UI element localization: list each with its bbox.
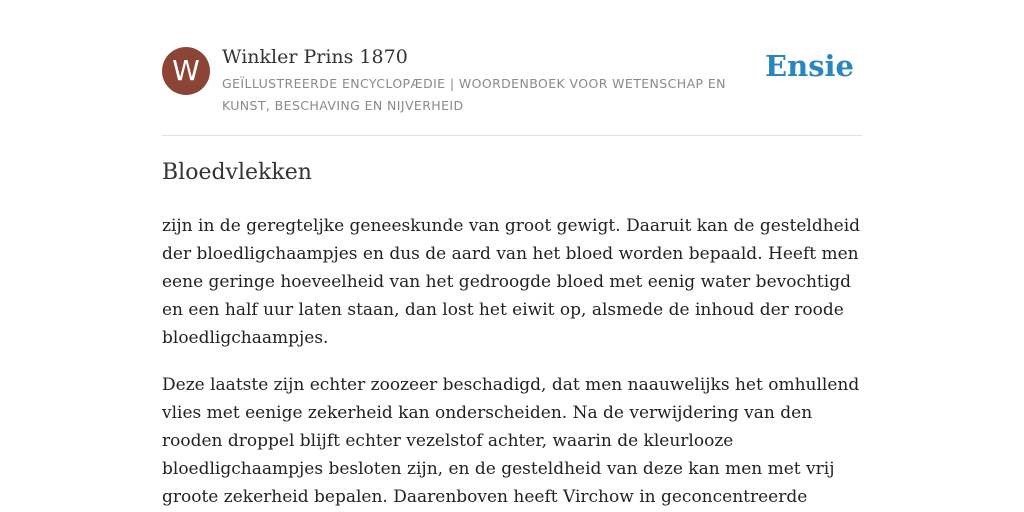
article-body [162, 212, 862, 512]
article-paragraph: Deze laatste zijn echter zoozeer beschadigd, dat men naauwelijks het omhullend vlies met eenige zekerheid kan onderscheiden. Na de verwijdering van den rooden droppel blijft echter vezelstof achter, waarin de kleurlooze bloedligchaampjes besloten zijn, en de gesteldheid van deze kan men met vrij groote zekerheid bepalen. Daarenboven heeft Virchow in geconcentreerde [162, 375, 860, 507]
ensie-logo[interactable]: Ensie [765, 49, 854, 83]
source-header [162, 46, 862, 136]
article-title: Bloedvlekken [162, 160, 312, 185]
article-paragraph: zijn in de geregteljke geneeskunde van groot gewigt. Daaruit kan de gesteldheid der bloedligchaampjes en dus de aard van het bloed worden bepaald. Heeft men eene geringe hoeveelheid van het gedroogde bloed met eenig water bevochtigd en een half uur laten staan, dan lost het eiwit op, alsmede de inhoud der roode bloedligchaampjes. [162, 216, 861, 348]
source-avatar[interactable]: W [162, 47, 210, 95]
source-subtitle: GEÏLLUSTREERDE ENCYCLOPÆDIE | WOORDENBOEK VOOR WETENSCHAP EN KUNST, BESCHAVING EN NIJVERHEID [222, 76, 726, 113]
header-divider [162, 135, 862, 136]
source-title[interactable]: Winkler Prins 1870 [222, 46, 408, 68]
